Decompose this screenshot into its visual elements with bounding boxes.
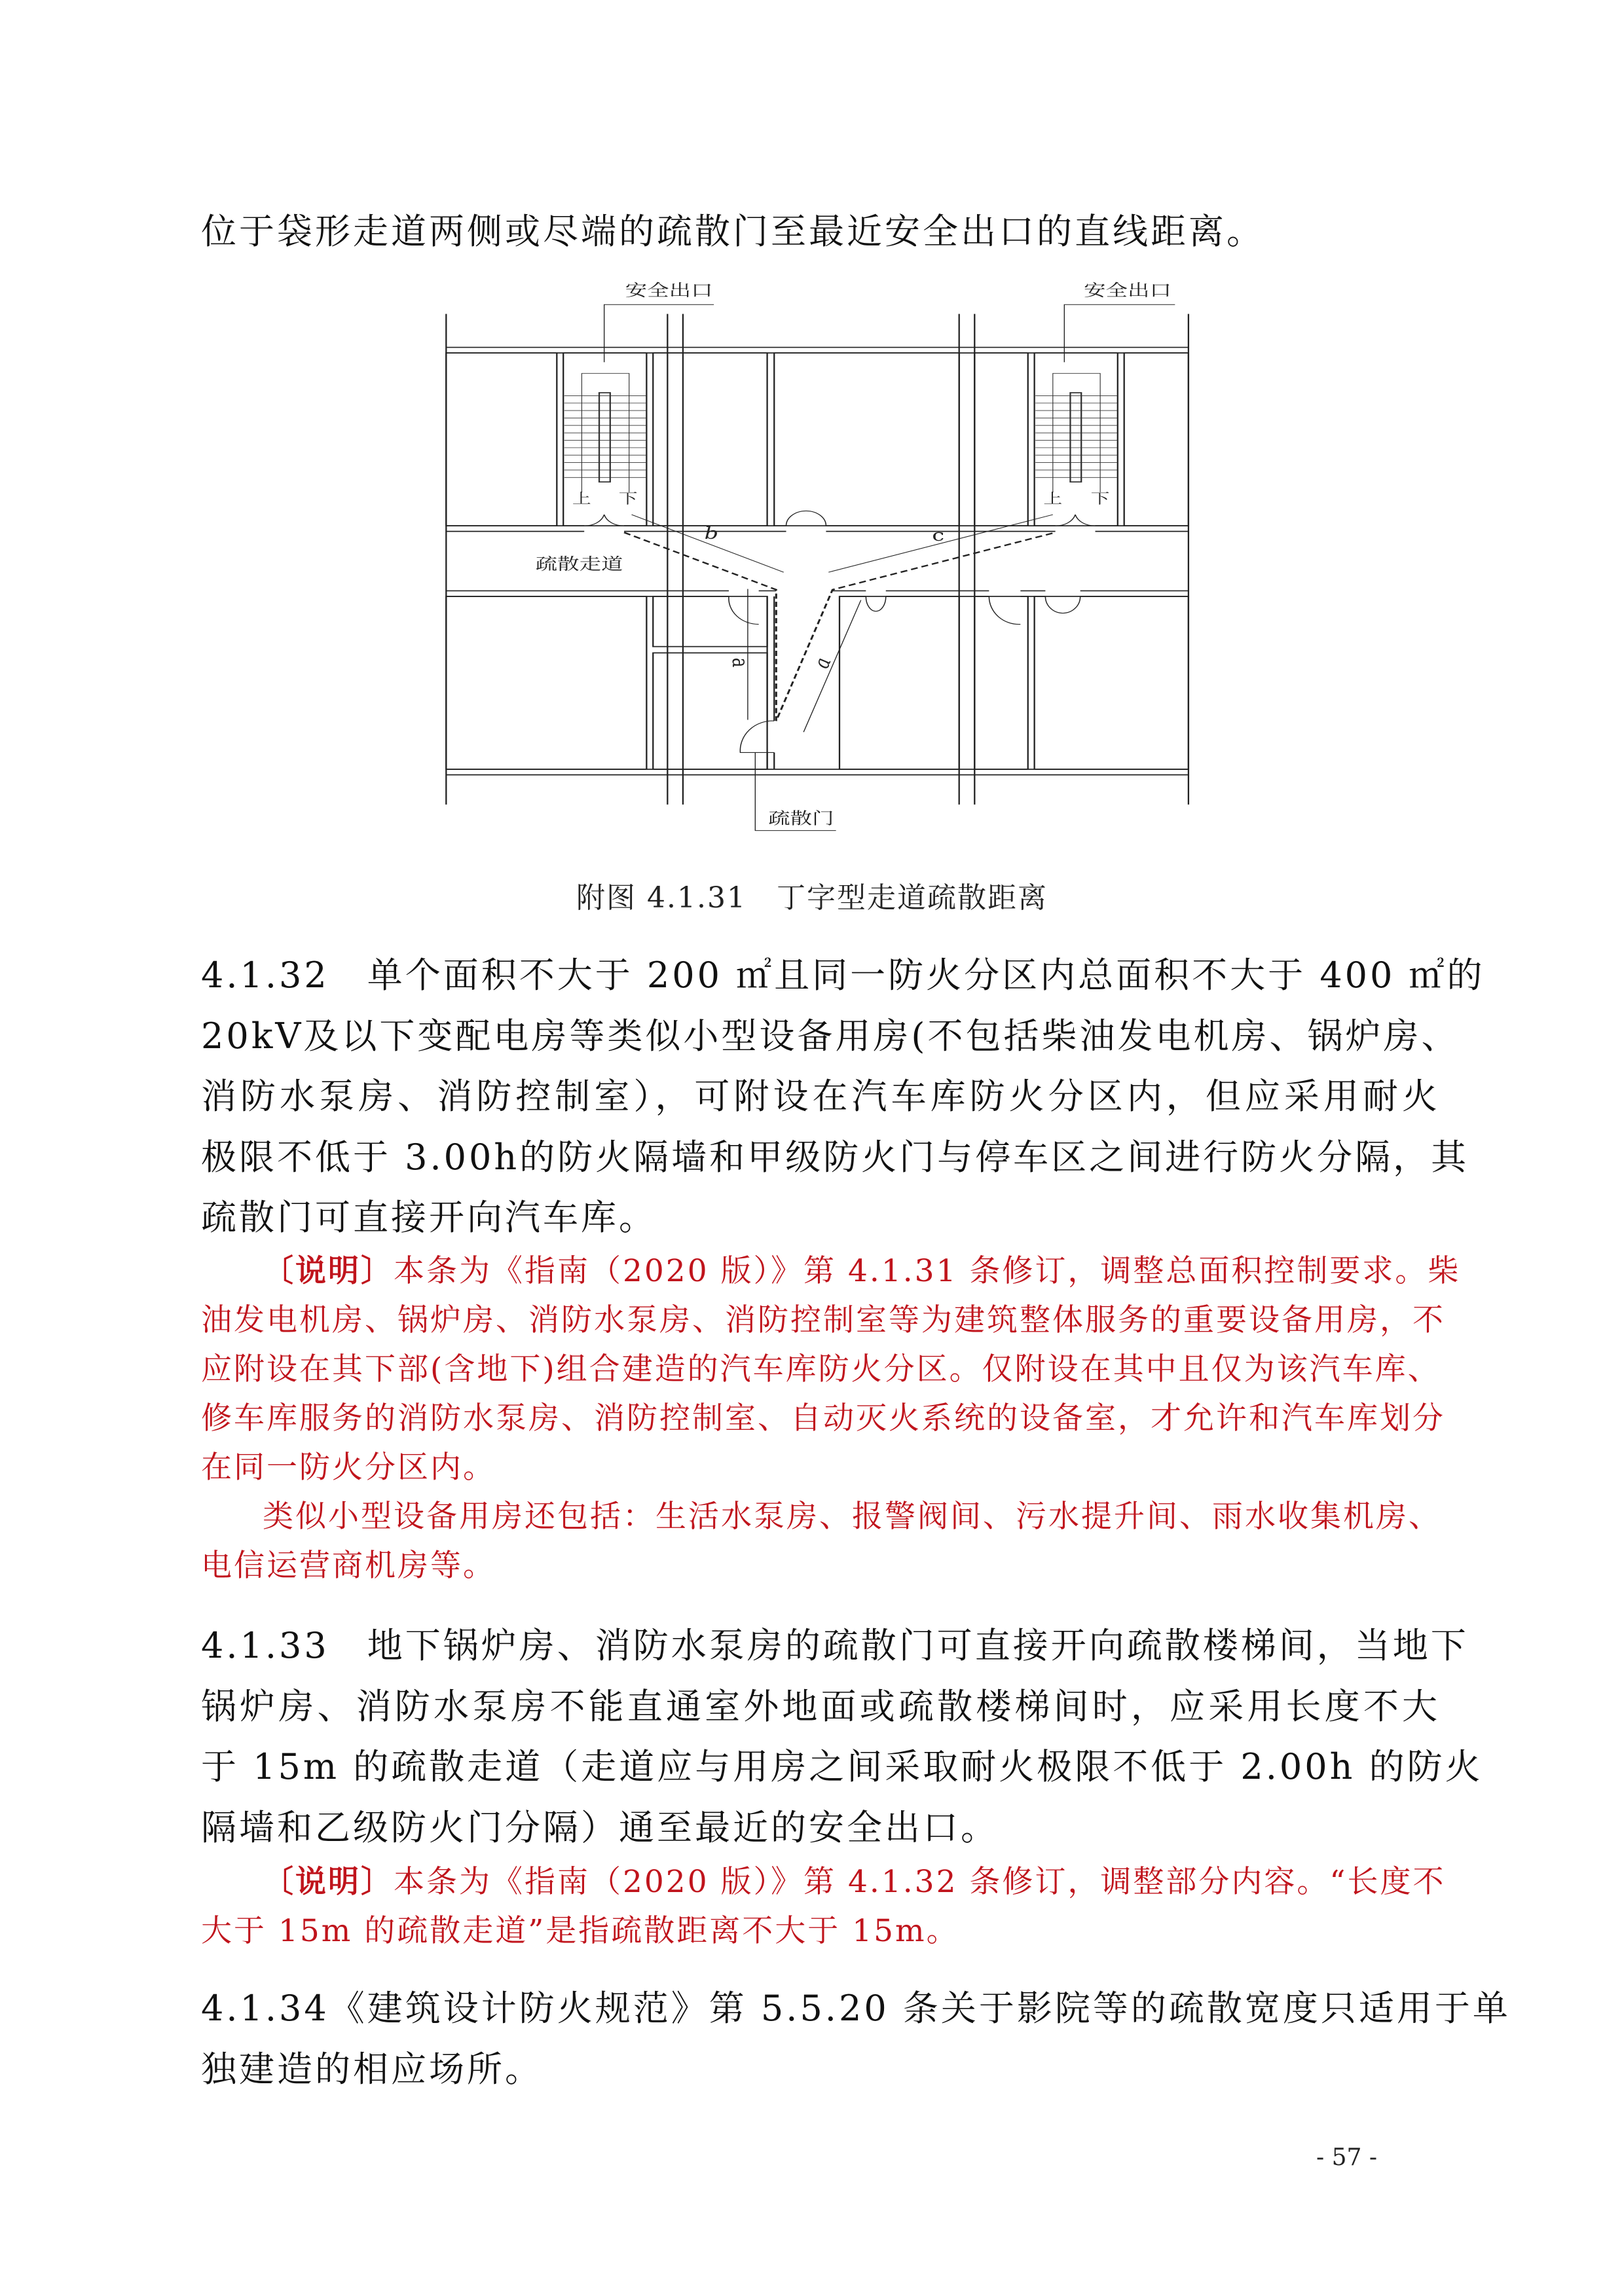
note-label: 〔说明〕: [263, 1864, 394, 1900]
section-4-1-33: [201, 1616, 1483, 1858]
text-line: 疏散门可直接开向汽车库。: [201, 1197, 657, 1238]
text-line: 位于袋形走道两侧或尽端的疏散门至最近安全出口的直线距离。: [201, 211, 1264, 252]
note-text: 本条为《指南（2020 版）》第 4.1.32 条修订，调整部分内容。“长度不: [394, 1864, 1446, 1900]
figure-caption: 附图 4.1.31 丁字型走道疏散距离: [576, 881, 1048, 915]
dim-a-vertical-label: a: [728, 657, 753, 668]
note-label: 〔说明〕: [263, 1253, 394, 1289]
section-4-1-34: [201, 1978, 1511, 2100]
text-line: 极限不低于 3.00h的防火隔墙和甲级防火门与停车区之间进行防火分隔，其: [201, 1136, 1469, 1178]
text-line: 锅炉房、消防水泵房不能直通室外地面或疏散楼梯间时，应采用长度不大: [201, 1685, 1440, 1727]
note-text: 本条为《指南（2020 版）》第 4.1.31 条修订，调整总面积控制要求。柴: [394, 1253, 1461, 1289]
stair-down-left: 下: [618, 490, 638, 507]
page-number: - 57 -: [1316, 2144, 1378, 2171]
section-4-1-32: [201, 945, 1485, 1248]
text-line: 隔墙和乙级防火门分隔）通至最近的安全出口。: [201, 1806, 999, 1848]
note-line: 类似小型设备用房还包括：生活水泵房、报警阀间、污水提升间、雨水收集机房、: [263, 1499, 1441, 1535]
dimension-lines: [604, 304, 1175, 830]
note-line: 电信运营商机房等。: [201, 1548, 496, 1584]
stair-up-right: 上: [1043, 490, 1063, 507]
exit-label-left: 安全出口: [625, 281, 713, 301]
corridor-label: 疏散走道: [535, 555, 623, 574]
dim-b-label: b: [704, 524, 719, 543]
note-line: 在同一防火分区内。: [201, 1449, 496, 1485]
exit-label-right: 安全出口: [1084, 281, 1172, 301]
text-line: 4.1.34《建筑设计防火规范》第 5.5.20 条关于影院等的疏散宽度只适用于单: [201, 1988, 1511, 2029]
text-line: 4.1.32 单个面积不大于 200 ㎡且同一防火分区内总面积不大于 400 ㎡的: [201, 955, 1485, 996]
text-line: 4.1.33 地下锅炉房、消防水泵房的疏散门可直接开向疏散楼梯间，当地下: [201, 1625, 1469, 1666]
note-4-1-32: [201, 1247, 1461, 1590]
stair-up-left: 上: [572, 490, 591, 507]
dim-c-label: c: [932, 525, 945, 545]
note-line: 修车库服务的消防水泵房、消防控制室、自动灭火系统的设备室，才允许和汽车库划分: [201, 1400, 1445, 1436]
door-label: 疏散门: [768, 809, 834, 828]
note-line: 大于 15m 的疏散走道”是指疏散距离不大于 15m。: [201, 1913, 959, 1949]
note-4-1-33: [201, 1857, 1446, 1956]
note-line: [201, 1247, 1461, 1296]
intro-paragraph: [201, 202, 1440, 263]
text-line: 20kV及以下变配电房等类似小型设备用房(不包括柴油发电机房、锅炉房、: [201, 1015, 1460, 1057]
dim-a-slanted-label: a: [808, 655, 836, 671]
note-line: 应附设在其下部(含地下)组合建造的汽车库防火分区。仅附设在其中且仅为该汽车库、: [201, 1351, 1441, 1387]
text-line: 独建造的相应场所。: [201, 2048, 543, 2090]
note-line: [201, 1857, 1446, 1906]
text-line: 于 15m 的疏散走道（走道应与用房之间采取耐火极限不低于 2.00h 的防火: [201, 1746, 1483, 1787]
t-corridor-evacuation-diagram: [432, 262, 1205, 838]
note-line: 油发电机房、锅炉房、消防水泵房、消防控制室等为建筑整体服务的重要设备用房，不: [201, 1302, 1445, 1338]
text-line: 消防水泵房、消防控制室），可附设在汽车库防火分区内，但应采用耐火: [201, 1076, 1440, 1117]
stair-down-right: 下: [1090, 490, 1110, 507]
